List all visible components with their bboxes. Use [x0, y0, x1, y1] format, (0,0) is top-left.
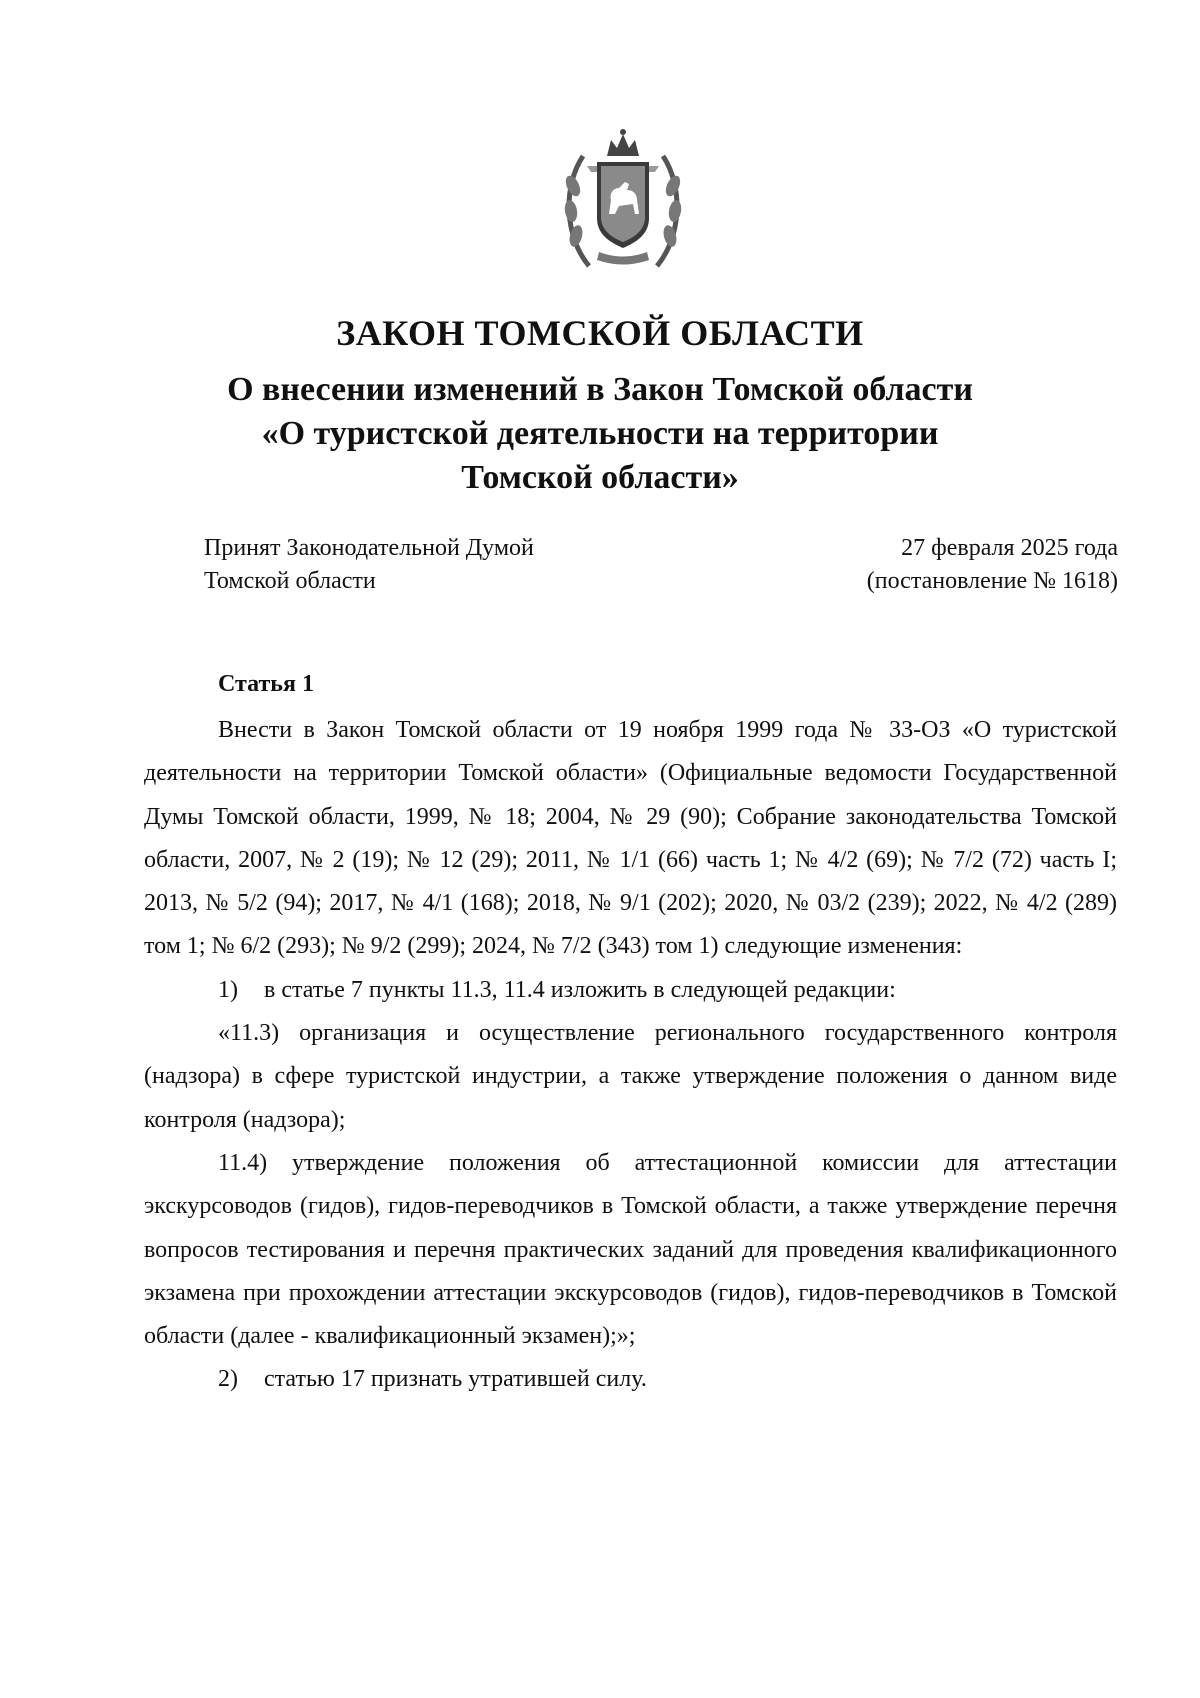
adoption-authority: [204, 532, 534, 598]
list-item-number: 2): [218, 1366, 238, 1393]
subtitle-line: «О туристской деятельности на территории: [261, 415, 939, 452]
resolution-number: (постановление № 1618): [866, 568, 1118, 594]
law-title: ЗАКОН ТОМСКОЙ ОБЛАСТИ: [336, 313, 864, 353]
quoted-point-11-3: «11.3) организация и осуществление регионального государственного контроля (надзора) в сфере туристской индустрии, а также утверждение положения о данном виде контроля (надзора);: [144, 1020, 1117, 1133]
list-item-text: статью 17 признать утратившей силу.: [264, 1366, 647, 1393]
adoption-date: [867, 532, 1118, 598]
quoted-point-11-4: 11.4) утверждение положения об аттестационной комиссии для аттестации экскурсоводов (гидов), гидов-переводчиков в Томской области, а также утверждение перечня вопросов тестирования и перечня практических заданий для проведения квалификационного экзамена при прохождении аттестации экскурсоводов (гидов), гидов-переводчиков в Томской области (далее - квалификационный экзамен);»;: [144, 1149, 1117, 1350]
list-item-number: 1): [218, 976, 238, 1003]
law-subtitle: [0, 368, 1200, 500]
list-item: [144, 969, 1117, 1012]
article-intro: Внести в Закон Томской области от 19 ноября 1999 года № 33-ОЗ «О туристской деятельности на территории Томской области» (Официальные ведомости Государственной Думы Томской области, 1999, № 18; 2004, № 29 (90); Собрание законодательства Томской области, 2007, № 2 (19); № 12 (29); 2011, № 1/1 (66) часть 1; № 4/2 (69); № 7/2 (72) часть I; 2013, № 5/2 (94); 2017, № 4/1 (168); 2018, № 9/1 (202); 2020, № 03/2 (239); 2022, № 4/2 (289) том 1; № 6/2 (293); № 9/2 (299); 2024, № 7/2 (343) том 1) следующие изменения:: [144, 717, 1117, 960]
adoption-date-line: 27 февраля 2025 года: [901, 535, 1118, 561]
article-body: [144, 709, 1117, 1402]
list-item-text: в статье 7 пункты 11.3, 11.4 изложить в следующей редакции:: [264, 976, 896, 1003]
article-heading: Статья 1: [218, 671, 314, 697]
adoption-authority-line: Томской области: [204, 568, 376, 594]
list-item: [144, 1358, 1117, 1401]
adoption-authority-line: Принят Законодательной Думой: [204, 535, 534, 561]
subtitle-line: О внесении изменений в Закон Томской области: [227, 371, 973, 408]
subtitle-line: Томской области»: [461, 459, 739, 496]
coat-of-arms-icon: [559, 126, 687, 274]
